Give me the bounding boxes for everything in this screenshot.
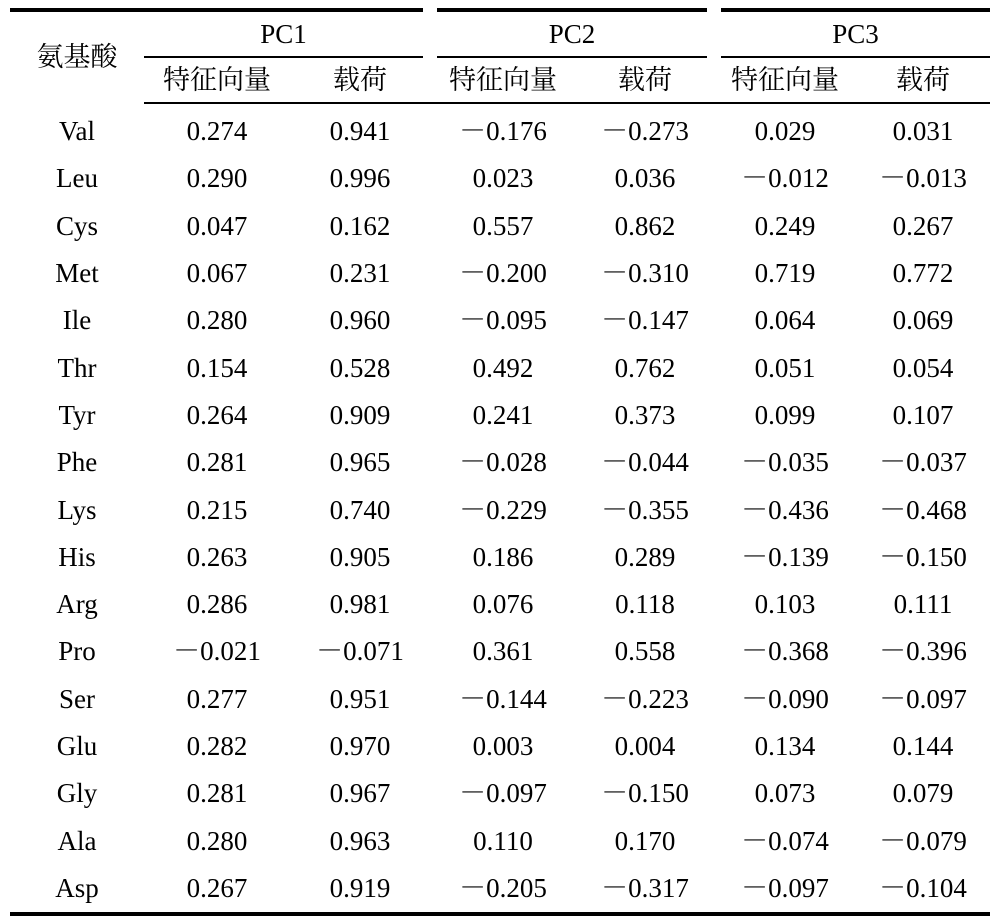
- value-cell: 0.051: [754, 352, 816, 383]
- value-cell: 0.280: [186, 825, 248, 856]
- amino-acid-cell: Ile: [62, 305, 92, 336]
- amino-acid-cell: Asp: [10, 865, 144, 914]
- value-cell: －0.097: [459, 778, 547, 809]
- value-cell: －0.079: [879, 825, 967, 856]
- header-row-groups: [10, 10, 990, 57]
- value-cell: 0.215: [186, 494, 248, 525]
- table-row: [10, 865, 990, 914]
- value-cell: 0.267: [892, 210, 954, 241]
- table-row: [10, 203, 990, 250]
- value-cell: 0.079: [892, 778, 954, 809]
- table-row: [10, 250, 990, 297]
- value-cell: 0.036: [614, 163, 676, 194]
- value-cell: 0.960: [329, 305, 391, 336]
- amino-acid-cell: Ala: [57, 825, 97, 856]
- value-cell: 0.909: [329, 399, 391, 430]
- value-cell: 0.996: [329, 163, 391, 194]
- value-cell: 0.280: [186, 305, 248, 336]
- value-cell: －0.139: [741, 541, 829, 572]
- value-cell: －0.071: [316, 636, 404, 667]
- value-cell: －0.028: [459, 447, 547, 478]
- value-cell: －0.144: [459, 683, 547, 714]
- value-cell: 0.186: [472, 541, 534, 572]
- value-cell: 0.963: [329, 825, 391, 856]
- value-cell: 0.031: [892, 116, 954, 147]
- row-header-amino-acid: 氨基酸: [10, 10, 144, 103]
- value-cell: 0.162: [329, 210, 391, 241]
- table-row: [10, 297, 990, 344]
- value-cell: 0.064: [754, 305, 816, 336]
- table-row: [10, 439, 990, 486]
- table-row: [10, 155, 990, 202]
- amino-acid-cell: Glu: [56, 731, 98, 761]
- sub-header-loading: 载荷: [856, 57, 990, 103]
- pca-loadings-table: [10, 8, 990, 916]
- value-cell: 0.076: [472, 589, 534, 620]
- amino-acid-cell: Met: [55, 258, 99, 289]
- value-cell: 0.029: [754, 116, 816, 147]
- group-header-pc1: PC1: [144, 10, 430, 57]
- value-cell: －0.013: [879, 163, 967, 194]
- value-cell: 0.290: [186, 163, 248, 194]
- value-cell: 0.719: [754, 258, 816, 289]
- value-cell: －0.147: [601, 305, 689, 336]
- value-cell: 0.110: [473, 825, 533, 856]
- value-cell: 0.970: [329, 731, 391, 761]
- amino-acid-cell: Gly: [56, 778, 98, 809]
- value-cell: 0.965: [329, 447, 391, 478]
- amino-acid-cell: Pro: [58, 636, 96, 667]
- value-cell: －0.037: [879, 447, 967, 478]
- value-cell: －0.436: [741, 494, 829, 525]
- value-cell: 0.170: [614, 825, 676, 856]
- value-cell: 0.941: [329, 116, 391, 147]
- value-cell: 0.264: [186, 399, 248, 430]
- group-header-pc3: PC3: [714, 10, 990, 57]
- value-cell: －0.317: [576, 865, 714, 914]
- value-cell: 0.111: [893, 589, 953, 620]
- value-cell: 0.286: [186, 589, 248, 620]
- value-cell: 0.023: [472, 163, 534, 194]
- amino-acid-cell: Phe: [56, 447, 98, 478]
- value-cell: 0.241: [472, 399, 534, 430]
- value-cell: －0.150: [879, 541, 967, 572]
- table-row: [10, 723, 990, 770]
- value-cell: －0.205: [430, 865, 576, 914]
- value-cell: 0.067: [186, 258, 248, 289]
- amino-acid-cell: Val: [59, 115, 95, 146]
- value-cell: 0.118: [615, 589, 675, 620]
- value-cell: －0.021: [173, 636, 261, 667]
- value-cell: 0.967: [329, 778, 391, 809]
- value-cell: 0.003: [472, 731, 534, 761]
- value-cell: 0.073: [754, 778, 816, 809]
- amino-acid-cell: Lys: [57, 494, 97, 525]
- value-cell: 0.103: [754, 589, 816, 620]
- value-cell: －0.095: [459, 305, 547, 336]
- amino-acid-cell: Leu: [56, 163, 98, 194]
- amino-acid-cell: Tyr: [58, 399, 96, 430]
- value-cell: －0.150: [601, 778, 689, 809]
- value-cell: －0.074: [741, 825, 829, 856]
- value-cell: 0.267: [144, 865, 290, 914]
- table-row: [10, 628, 990, 675]
- value-cell: －0.044: [601, 447, 689, 478]
- amino-acid-cell: Arg: [56, 589, 98, 620]
- value-cell: 0.919: [290, 865, 430, 914]
- sub-header-eigenvector: 特征向量: [144, 57, 290, 103]
- header-row-subcolumns: [10, 57, 990, 103]
- value-cell: 0.281: [186, 778, 248, 809]
- value-cell: －0.200: [459, 258, 547, 289]
- value-cell: －0.035: [741, 447, 829, 478]
- value-cell: 0.281: [186, 447, 248, 478]
- table-body: [10, 103, 990, 914]
- value-cell: －0.229: [459, 494, 547, 525]
- group-header-pc2: PC2: [430, 10, 714, 57]
- value-cell: 0.282: [186, 731, 248, 761]
- table-row: [10, 676, 990, 723]
- table-row: [10, 344, 990, 391]
- value-cell: 0.154: [186, 352, 248, 383]
- amino-acid-cell: Ser: [59, 683, 95, 714]
- value-cell: －0.355: [601, 494, 689, 525]
- value-cell: 0.558: [614, 636, 676, 667]
- table-row: [10, 817, 990, 864]
- amino-acid-cell: Cys: [55, 210, 99, 241]
- value-cell: 0.274: [186, 116, 248, 147]
- value-cell: 0.004: [614, 731, 676, 761]
- value-cell: －0.176: [459, 116, 547, 147]
- table-row: [10, 770, 990, 817]
- value-cell: －0.090: [741, 683, 829, 714]
- amino-acid-cell: His: [58, 541, 96, 572]
- value-cell: 0.107: [892, 399, 954, 430]
- value-cell: 0.772: [892, 258, 954, 289]
- value-cell: 0.361: [472, 636, 534, 667]
- value-cell: 0.289: [614, 541, 676, 572]
- value-cell: －0.223: [601, 683, 689, 714]
- sub-header-eigenvector: 特征向量: [714, 57, 856, 103]
- value-cell: 0.862: [614, 210, 676, 241]
- value-cell: 0.047: [186, 210, 248, 241]
- value-cell: 0.054: [892, 352, 954, 383]
- amino-acid-cell: Thr: [57, 352, 97, 383]
- sub-header-eigenvector: 特征向量: [430, 57, 576, 103]
- value-cell: 0.144: [892, 731, 954, 761]
- value-cell: 0.134: [754, 731, 816, 761]
- value-cell: 0.905: [329, 541, 391, 572]
- table-row: [10, 581, 990, 628]
- value-cell: －0.368: [741, 636, 829, 667]
- value-cell: 0.951: [329, 683, 391, 714]
- value-cell: 0.557: [472, 210, 534, 241]
- value-cell: 0.231: [329, 258, 391, 289]
- sub-header-loading: 载荷: [290, 57, 430, 103]
- value-cell: 0.762: [614, 352, 676, 383]
- value-cell: －0.310: [601, 258, 689, 289]
- value-cell: 0.373: [614, 399, 676, 430]
- value-cell: 0.249: [754, 210, 816, 241]
- value-cell: 0.263: [186, 541, 248, 572]
- value-cell: 0.981: [329, 589, 391, 620]
- value-cell: －0.097: [879, 683, 967, 714]
- value-cell: 0.099: [754, 399, 816, 430]
- sub-header-loading: 载荷: [576, 57, 714, 103]
- value-cell: －0.468: [879, 494, 967, 525]
- table-row: [10, 392, 990, 439]
- value-cell: 0.069: [892, 305, 954, 336]
- value-cell: 0.277: [186, 683, 248, 714]
- table-row: [10, 534, 990, 581]
- table-row: [10, 103, 990, 155]
- value-cell: －0.396: [879, 636, 967, 667]
- table-container: [10, 8, 990, 916]
- value-cell: －0.097: [714, 865, 856, 914]
- table-row: [10, 486, 990, 533]
- value-cell: 0.528: [329, 352, 391, 383]
- value-cell: －0.104: [856, 865, 990, 914]
- value-cell: －0.273: [601, 116, 689, 147]
- value-cell: 0.740: [329, 494, 391, 525]
- value-cell: 0.492: [472, 352, 534, 383]
- value-cell: －0.012: [741, 163, 829, 194]
